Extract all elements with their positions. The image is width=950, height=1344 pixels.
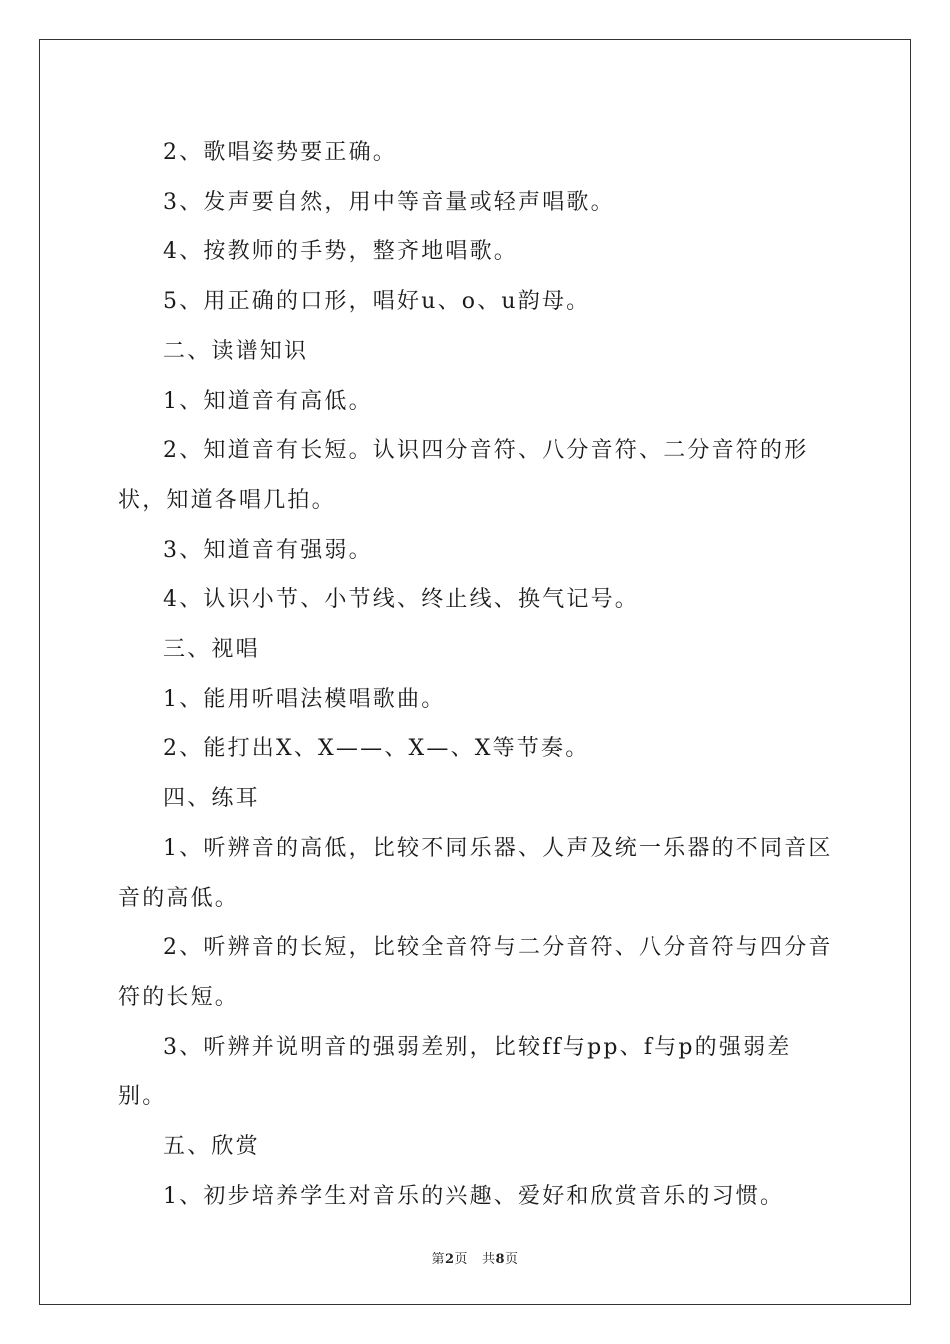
- paragraph: 4、按教师的手势，整齐地唱歌。: [163, 239, 518, 265]
- paragraph: 1、能用听唱法模唱歌曲。: [163, 686, 446, 712]
- paragraph: 1、知道音有高低。: [163, 388, 373, 414]
- paragraph: 3、发声要自然，用中等音量或轻声唱歌。: [163, 189, 615, 215]
- paragraph: 1、初步培养学生对音乐的兴趣、爱好和欣赏音乐的习惯。: [163, 1183, 785, 1209]
- section-heading: 三、视唱: [163, 637, 260, 663]
- page-number: 2: [444, 1252, 455, 1267]
- paragraph: 2、听辨音的长短，比较全音符与二分音符、八分音符与四分音符的长短。: [118, 935, 833, 1010]
- total-pages: 8: [495, 1252, 506, 1267]
- document-body: [118, 128, 838, 1221]
- paragraph: 1、听辨音的高低，比较不同乐器、人声及统一乐器的不同音区音的高低。: [118, 835, 833, 911]
- page-suffix: 页: [454, 1252, 469, 1267]
- page-prefix: 第: [431, 1252, 445, 1267]
- page-footer: [0, 1248, 950, 1267]
- paragraph: 5、用正确的口形，唱好u、o、u韵母。: [163, 289, 591, 315]
- paragraph: 4、认识小节、小节线、终止线、换气记号。: [163, 587, 639, 613]
- paragraph: 3、听辨并说明音的强弱差别，比较ff与pp、f与p的强弱差别。: [118, 1034, 792, 1110]
- paragraph: 2、知道音有长短。认识四分音符、八分音符、二分音符的形状，知道各唱几拍。: [118, 438, 809, 513]
- section-heading: 四、练耳: [163, 786, 260, 812]
- paragraph: 2、歌唱姿势要正确。: [163, 140, 397, 165]
- paragraph: 2、能打出X、X——、X—、X等节奏。: [163, 736, 590, 762]
- section-heading: 二、读谱知识: [163, 338, 309, 364]
- paragraph: 3、知道音有强弱。: [163, 537, 373, 563]
- total-prefix: 共: [481, 1252, 496, 1267]
- total-suffix: 页: [505, 1252, 519, 1267]
- section-heading: 五、欣赏: [163, 1134, 260, 1160]
